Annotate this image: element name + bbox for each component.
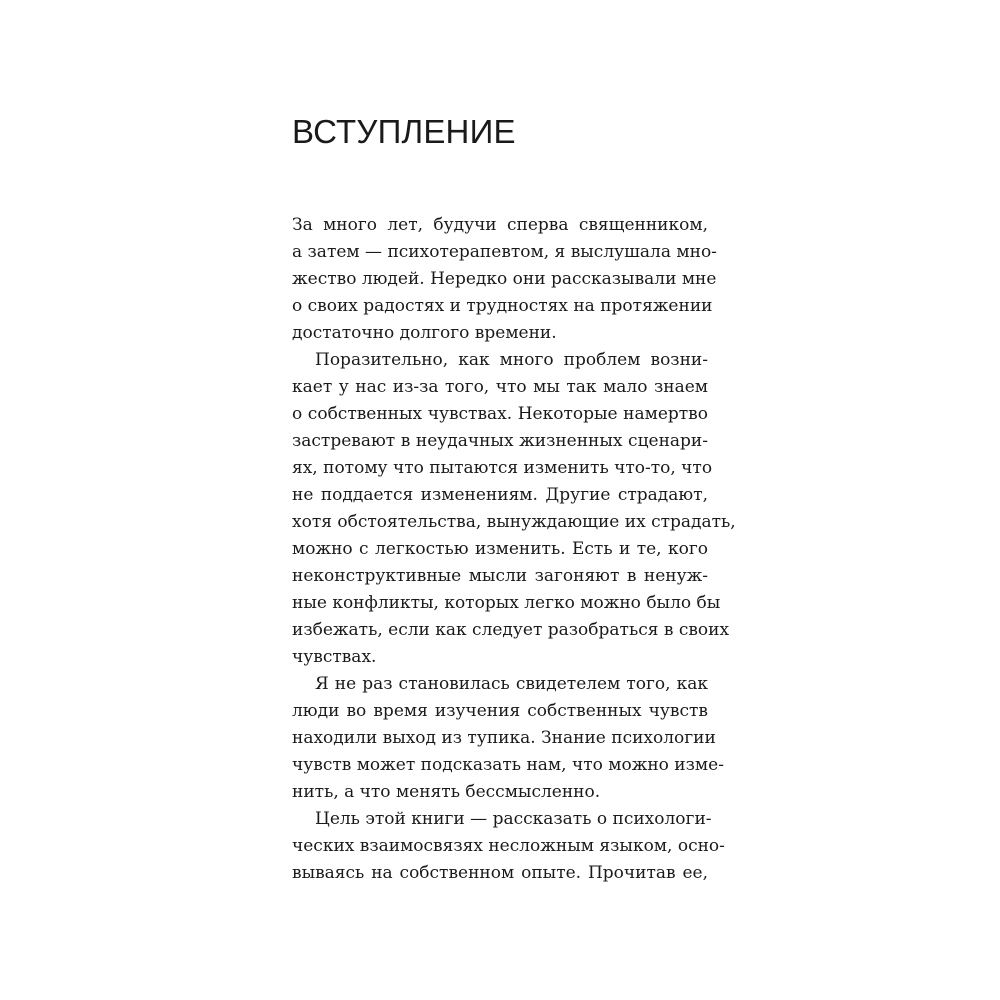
text-line: можно с легкостью изменить. Есть и те, кого (292, 539, 708, 559)
text-line: За много лет, будучи сперва священником, (292, 215, 708, 235)
text-line: нить, а что менять бессмысленно. (292, 782, 601, 802)
text-line: Цель этой книги — рассказать о психологи- (315, 809, 712, 829)
text-line: а затем — психотерапевтом, я выслушала мно- (292, 242, 717, 262)
text-line: вываясь на собственном опыте. Прочитав ее, (292, 863, 708, 883)
text-line: находили выход из тупика. Знание психологии (292, 728, 716, 748)
chapter-title: ВСТУПЛЕНИЕ (292, 113, 516, 150)
text-line: о своих радостях и трудностях на протяжении (292, 296, 713, 316)
text-line: кает у нас из-за того, что мы так мало знаем (292, 377, 708, 397)
text-line: ях, потому что пытаются изменить что-то, что (292, 458, 713, 478)
text-line: достаточно долгого времени. (292, 323, 557, 343)
text-line: ные конфликты, которых легко можно было бы (292, 593, 721, 613)
body-text (292, 212, 736, 887)
text-line: чувств может подсказать нам, что можно изме- (292, 755, 724, 775)
text-line: застревают в неудачных жизненных сценари- (292, 431, 708, 451)
text-line: избежать, если как следует разобраться в своих (292, 620, 730, 640)
text-line: Я не раз становилась свидетелем того, как (315, 674, 708, 694)
text-line: хотя обстоятельства, вынуждающие их страдать, (292, 512, 736, 532)
paragraph-3 (292, 671, 724, 806)
paragraph-4 (292, 806, 725, 887)
text-line: не поддается изменениям. Другие страдают, (292, 485, 708, 505)
text-line: жество людей. Нередко они рассказывали мне (292, 269, 717, 289)
text-line: люди во время изучения собственных чувств (292, 701, 708, 721)
paragraph-1 (292, 212, 717, 347)
text-line: неконструктивные мысли загоняют в ненуж- (292, 566, 708, 586)
text-line: о собственных чувствах. Некоторые намертво (292, 404, 708, 424)
text-line: чувствах. (292, 647, 377, 667)
paragraph-2 (292, 347, 736, 671)
text-line: ческих взаимосвязях несложным языком, осно- (292, 836, 725, 856)
text-line: Поразительно, как много проблем возни- (315, 350, 708, 370)
